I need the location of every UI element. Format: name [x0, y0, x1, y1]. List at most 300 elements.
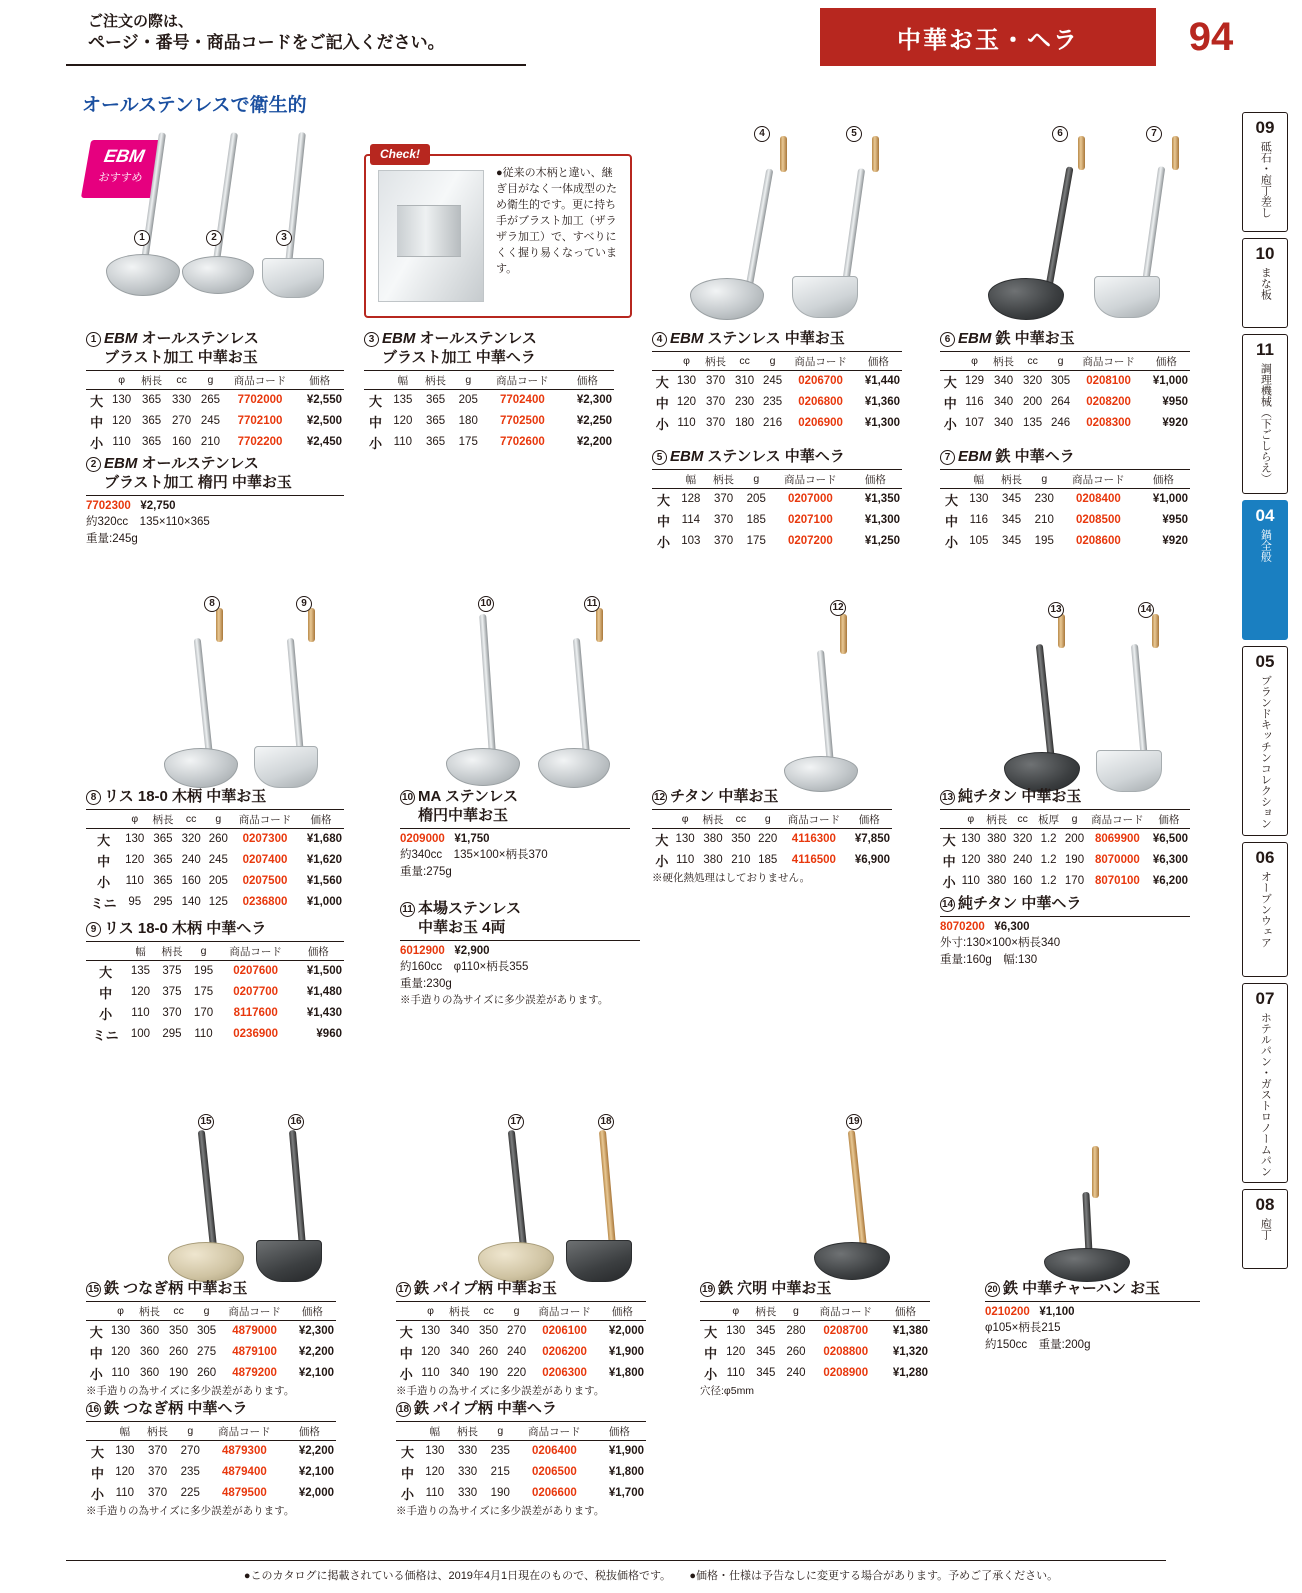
ladle-bowl-2: [182, 256, 254, 294]
product-title-18: [396, 1400, 646, 1422]
product-number-14: 14: [941, 899, 954, 910]
product-number-13: 13: [941, 792, 954, 803]
illustration-group-5: [470, 600, 640, 780]
product-title-2: [86, 455, 344, 496]
table-header-row: 幅 柄長 g 商品コード 価格: [86, 944, 344, 961]
product-code-14: 8070200: [940, 920, 985, 933]
table-row: 中 120 380 240 1.2 190 8070000 ¥6,300: [942, 853, 1188, 869]
callout-14: 14: [1138, 602, 1154, 618]
section-title: オールステンレスで衛生的: [82, 95, 307, 116]
product-block-10: [400, 788, 630, 881]
tab-09[interactable]: [1242, 112, 1288, 232]
title-18: 鉄 パイプ柄 中華ヘラ: [414, 1400, 557, 1417]
tab-label: まな板: [1259, 267, 1272, 300]
product-note-12: ※硬化熱処理はしておりません。: [652, 871, 811, 884]
ladle-handle-12: [840, 614, 847, 654]
tab-label: 調理機械（下ごしらえ）: [1259, 363, 1272, 484]
product-title-1: [86, 330, 344, 371]
title-line2-3: ブラスト加工 中華ヘラ: [382, 348, 536, 366]
table-row: 小 107 340 135 246 0208300 ¥920: [943, 416, 1188, 432]
callout-16: 16: [288, 1114, 304, 1130]
tab-number: 06: [1255, 848, 1275, 867]
illustration-group-4: [190, 600, 350, 780]
spec-table-9: [86, 944, 344, 1045]
table-row: ミニ 95 295 140 125 0236800 ¥1,000: [90, 895, 342, 911]
product-title-4: [652, 330, 902, 352]
table-row: 小 110 365 160 210 7702200 ¥2,450: [90, 435, 342, 451]
table-row: 小 110 340 190 220 0206300 ¥1,800: [399, 1366, 644, 1382]
ladle-bowl-6: [988, 278, 1064, 320]
index-tabs: [1242, 112, 1288, 1275]
product-number-16: 16: [87, 1404, 100, 1415]
tab-04[interactable]: [1242, 500, 1288, 640]
callout-6: 6: [1052, 126, 1068, 142]
product-block-16: [86, 1400, 336, 1518]
product-price-11: ¥2,900: [454, 944, 490, 957]
tab-08[interactable]: [1242, 1189, 1288, 1269]
illustration-group-11: [1040, 1130, 1200, 1280]
table-row: 小 110 345 240 0208900 ¥1,280: [704, 1366, 928, 1382]
ladle-bowl-8: [164, 748, 238, 788]
spec-table-19: [700, 1304, 930, 1384]
product-spec2-14: 重量:160g 幅:130: [940, 954, 1038, 967]
ladle-bowl-19: [814, 1242, 890, 1280]
product-number-19: 19: [701, 1284, 714, 1295]
illustration-group-3: [960, 128, 1180, 318]
brand-5: EBM: [670, 448, 704, 465]
product-block-3: [364, 330, 614, 453]
title-6: 鉄 中華お玉: [995, 330, 1075, 347]
callout-8: 8: [204, 596, 220, 612]
illustration-group-2: [670, 128, 870, 318]
spec-table-6: [940, 354, 1190, 434]
product-number-15: 15: [87, 1284, 100, 1295]
product-note-18: ※手造りの為サイズに多少誤差があります。: [396, 1504, 605, 1517]
tab-number: 11: [1256, 340, 1274, 359]
spec-table-5: [652, 472, 902, 552]
table-row: 大 130 370 310 245 0206700 ¥1,440: [655, 374, 900, 390]
spec-table-7: [940, 472, 1190, 552]
spatula-blade-18: [566, 1240, 632, 1282]
ladle-handle-13: [1058, 614, 1065, 648]
ladle-shaft-4: [746, 168, 774, 287]
product-detail-20: [985, 1304, 1200, 1354]
ladle-shaft-10: [479, 614, 496, 754]
ladle-bowl-10: [446, 748, 520, 786]
product-number-3: 3: [364, 332, 379, 347]
table-row: 大 130 370 270 4879300 ¥2,200: [91, 1444, 334, 1460]
table-row: 中 120 370 235 4879400 ¥2,100: [91, 1465, 334, 1481]
tab-11[interactable]: [1242, 334, 1288, 494]
ladle-shaft-17: [508, 1130, 528, 1250]
illustration-group-9: [500, 1116, 660, 1280]
spec-table-3: [364, 373, 614, 453]
table-header-row: φ 柄長 g 商品コード 価格: [700, 1304, 930, 1321]
tab-10[interactable]: [1242, 238, 1288, 328]
title-8: リス 18-0 木柄 中華お玉: [104, 788, 267, 805]
product-note-19: 穴径:φ5mm: [700, 1384, 755, 1397]
table-header-row: 幅 柄長 g 商品コード 価格: [364, 373, 614, 390]
callout-12: 12: [830, 600, 846, 616]
spatula-blade-16: [256, 1240, 322, 1282]
spatula-blade-9: [254, 746, 318, 788]
product-block-14: [940, 895, 1190, 969]
table-row: 小 103 370 175 0207200 ¥1,250: [657, 534, 900, 550]
product-number-12: 12: [653, 792, 666, 803]
product-code-11: 6012900: [400, 944, 445, 957]
product-note-16: ※手造りの為サイズに多少誤差があります。: [86, 1504, 295, 1517]
product-title-5: [652, 448, 902, 470]
spatula-blade-14: [1096, 750, 1162, 792]
tab-label: 鍋全般: [1259, 529, 1272, 562]
product-number-7: 7: [940, 450, 955, 465]
table-row: 大 130 380 350 220 4116300 ¥7,850: [655, 832, 890, 848]
product-title-20: [985, 1280, 1200, 1302]
brand-3: EBM: [382, 330, 416, 347]
product-spec2-2: 重量:245g: [86, 532, 138, 545]
callout-19: 19: [846, 1114, 862, 1130]
product-block-4: [652, 330, 902, 434]
title-19: 鉄 穴明 中華お玉: [718, 1280, 832, 1297]
product-title-17: [396, 1280, 646, 1302]
product-block-19: [700, 1280, 930, 1398]
product-number-5: 5: [652, 450, 667, 465]
spec-table-17: [396, 1304, 646, 1384]
product-price-2: ¥2,750: [140, 499, 176, 512]
product-title-9: [86, 920, 344, 942]
ladle-handle-11: [596, 608, 603, 642]
product-note-15: ※手造りの為サイズに多少誤差があります。: [86, 1384, 295, 1397]
title-7: 鉄 中華ヘラ: [995, 448, 1075, 465]
spatula-blade-5: [792, 276, 858, 318]
callout-7: 7: [1146, 126, 1162, 142]
table-row: 小 105 345 195 0208600 ¥920: [945, 534, 1188, 550]
product-price-10: ¥1,750: [454, 832, 490, 845]
product-detail-2: [86, 498, 344, 548]
footer-divider: [66, 1560, 1166, 1561]
footer: [0, 1567, 1302, 1583]
table-row: 大 135 375 195 0207600 ¥1,500: [99, 964, 342, 980]
callout-13: 13: [1048, 602, 1064, 618]
title-line2-1: ブラスト加工 中華お玉: [104, 348, 258, 366]
table-header-row: φ 柄長 cc g 商品コード 価格: [86, 373, 344, 390]
tab-label: 砥石・庖丁差し: [1259, 141, 1272, 218]
product-title-6: [940, 330, 1190, 352]
table-row: 中 120 340 260 240 0206200 ¥1,900: [399, 1345, 644, 1361]
product-block-5: [652, 448, 902, 552]
table-row: 大 130 345 280 0208700 ¥1,380: [704, 1324, 928, 1340]
spatula-shaft-7: [1142, 166, 1166, 286]
spec-table-8: [86, 812, 344, 913]
table-row: 大 130 380 320 1.2 200 8069900 ¥6,500: [942, 832, 1188, 848]
callout-18: 18: [598, 1114, 614, 1130]
check-tag: Check!: [370, 144, 430, 165]
brand-1: EBM: [104, 330, 138, 347]
ladle-shaft-20: [1082, 1192, 1092, 1256]
title-line2-10: 楕円中華お玉: [418, 806, 509, 824]
illustration-group-7: [1020, 600, 1200, 780]
table-row: 小 110 330 190 0206600 ¥1,700: [401, 1486, 644, 1502]
table-row: 大 130 340 350 270 0206100 ¥2,000: [399, 1324, 644, 1340]
footer-right: ●価格・仕様は予告なしに変更する場合があります。予めご了承ください。: [689, 1570, 1059, 1582]
product-number-6: 6: [940, 332, 955, 347]
table-row: ミニ 100 295 110 0236900 ¥960: [92, 1027, 342, 1043]
badge-line1: EBM: [102, 146, 147, 166]
title-13: 純チタン 中華お玉: [958, 788, 1082, 805]
table-header-row: φ 柄長 cc g 商品コード 価格: [86, 1304, 336, 1321]
tab-number: 10: [1255, 244, 1275, 263]
illustration-group-8: [190, 1116, 350, 1280]
product-spec1-20: φ105×柄長215: [985, 1322, 1061, 1335]
order-note-line1: ご注文の際は、: [88, 13, 194, 30]
title-9: リス 18-0 木柄 中華ヘラ: [104, 920, 267, 937]
table-row: 小 110 370 170 8117600 ¥1,430: [99, 1006, 342, 1022]
callout-4: 4: [754, 126, 770, 142]
ladle-handle-4: [780, 136, 787, 172]
spec-table-12: [652, 812, 892, 871]
product-number-9: 9: [86, 922, 101, 937]
product-block-1: [86, 330, 344, 453]
title-line1-1: オールステンレス: [141, 330, 259, 347]
table-row: 中 120 360 260 275 4879100 ¥2,200: [89, 1345, 334, 1361]
spatula-blade-3: [262, 258, 324, 298]
title-12: チタン 中華お玉: [670, 788, 779, 805]
ladle-bowl-11: [538, 748, 610, 788]
col-size: [86, 373, 107, 390]
product-block-6: [940, 330, 1190, 434]
callout-15: 15: [198, 1114, 214, 1130]
tab-label: 庖丁: [1259, 1218, 1272, 1240]
product-spec1-11: 約160cc φ110×柄長355: [400, 961, 529, 974]
table-row: 中 120 375 175 0207700 ¥1,480: [99, 985, 342, 1001]
ladle-shaft-13: [1036, 644, 1056, 764]
brand-7: EBM: [958, 448, 992, 465]
table-header-row: φ 柄長 cc g 商品コード 価格: [940, 354, 1190, 371]
order-note: [66, 8, 526, 66]
table-row: 大 130 365 330 265 7702000 ¥2,550: [90, 393, 342, 409]
title-line1-11: 本場ステンレス: [418, 900, 522, 917]
table-header-row: φ 柄長 cc g 商品コード 価格: [86, 812, 344, 829]
title-line1-3: オールステンレス: [419, 330, 537, 347]
ladle-handle-8: [216, 608, 223, 642]
illustration-group-10: [790, 1116, 950, 1280]
table-row: 小 110 360 190 260 4879200 ¥2,100: [89, 1366, 334, 1382]
product-detail-14: [940, 919, 1190, 969]
spatula-shaft-9: [287, 638, 304, 758]
tab-number: 09: [1255, 118, 1275, 137]
product-title-3: [364, 330, 614, 371]
product-spec2-20: 約150cc 重量:200g: [985, 1339, 1091, 1352]
product-spec2-10: 重量:275g: [400, 865, 452, 878]
product-block-2: [86, 455, 344, 548]
product-spec1-14: 外寸:130×100×柄長340: [940, 937, 1061, 950]
brand-6: EBM: [958, 330, 992, 347]
spatula-shaft-18: [599, 1130, 616, 1248]
ladle-bowl-13: [1004, 752, 1080, 792]
tab-05[interactable]: [1242, 646, 1288, 836]
table-row: 中 120 365 240 245 0207400 ¥1,620: [97, 853, 342, 869]
table-header-row: φ 柄長 cc g 商品コード 価格: [652, 812, 892, 829]
table-row: 小 110 380 210 185 4116500 ¥6,900: [655, 853, 890, 869]
handle-closeup-photo: [378, 170, 484, 302]
product-detail-10: [400, 831, 630, 881]
spatula-shaft-16: [289, 1130, 306, 1248]
ladle-shaft-11: [573, 638, 590, 758]
check-text: ●従来の木柄と違い、継ぎ目がなく一体成型のため衛生的です。更に持ち手がブラスト加工（ザラザラ加工）で、すべりにくく握り易くなっています。: [496, 167, 617, 275]
table-header-row: φ 柄長 cc g 商品コード 価格: [396, 1304, 646, 1321]
title-line2-2: ブラスト加工 楕円 中華お玉: [104, 473, 292, 491]
product-title-16: [86, 1400, 336, 1422]
product-title-7: [940, 448, 1190, 470]
table-row: 小 110 370 180 216 0206900 ¥1,300: [655, 416, 900, 432]
ladle-bowl-4: [690, 278, 764, 320]
ladle-shaft-15: [198, 1130, 218, 1250]
tab-07[interactable]: [1242, 983, 1288, 1183]
product-block-18: [396, 1400, 646, 1518]
spatula-blade-7: [1094, 276, 1160, 318]
product-price-14: ¥6,300: [994, 920, 1030, 933]
table-row: 中 120 365 270 245 7702100 ¥2,500: [90, 414, 342, 430]
table-row: 大 130 330 235 0206400 ¥1,900: [401, 1444, 644, 1460]
product-title-11: [400, 900, 640, 941]
footer-left: ●このカタログに掲載されている価格は、2019年4月1日現在のもので、税抜価格です。: [243, 1570, 672, 1582]
page-number: 94: [1188, 14, 1234, 59]
product-number-4: 4: [652, 332, 667, 347]
tab-number: 07: [1255, 989, 1275, 1008]
title-line2-11: 中華お玉 4両: [418, 918, 506, 936]
check-callout: [364, 144, 632, 318]
table-header-row: φ 柄長 cc g 商品コード 価格: [652, 354, 902, 371]
title-line1-10: MA ステンレス: [418, 788, 519, 805]
ladle-shaft-8: [194, 638, 214, 760]
product-title-10: [400, 788, 630, 829]
spec-table-16: [86, 1424, 336, 1504]
brand-2: EBM: [104, 455, 138, 472]
ladle-handle-6: [1078, 136, 1085, 170]
product-number-11: 11: [400, 902, 415, 917]
product-block-13: [940, 788, 1190, 892]
spatula-handle-9: [308, 608, 315, 642]
spec-table-4: [652, 354, 902, 434]
tab-label: ホテルパン・ガストロノームパン: [1259, 1012, 1272, 1177]
callout-3: 3: [276, 230, 292, 246]
product-code-10: 0209000: [400, 832, 445, 845]
product-title-14: [940, 895, 1190, 917]
table-row: 大 135 365 205 7702400 ¥2,300: [369, 393, 612, 409]
spatula-shaft-5: [842, 168, 865, 286]
table-row: 中 120 365 180 7702500 ¥2,250: [369, 414, 612, 430]
ladle-bowl-12: [784, 756, 858, 792]
ladle-bowl-17: [478, 1242, 554, 1282]
callout-1: 1: [134, 230, 150, 246]
ladle-handle-20: [1092, 1146, 1099, 1198]
product-code-20: 0210200: [985, 1305, 1030, 1318]
ladle-bowl-15: [168, 1242, 244, 1282]
callout-9: 9: [296, 596, 312, 612]
spatula-shaft-14: [1131, 644, 1148, 762]
table-header-row: 幅 柄長 g 商品コード 価格: [652, 472, 902, 489]
table-row: 大 130 365 320 260 0207300 ¥1,680: [97, 832, 342, 848]
ladle-bowl-1: [106, 254, 180, 296]
ladle-bowl-20: [1044, 1248, 1130, 1282]
spatula-handle-7: [1172, 136, 1179, 170]
table-row: 大 129 340 320 305 0208100 ¥1,000: [943, 374, 1188, 390]
callout-2: 2: [206, 230, 222, 246]
table-row: 大 130 345 230 0208400 ¥1,000: [945, 492, 1188, 508]
product-block-8: [86, 788, 344, 913]
table-row: 中 120 330 215 0206500 ¥1,800: [401, 1465, 644, 1481]
table-header-row: 幅 柄長 g 商品コード 価格: [940, 472, 1190, 489]
spec-table-18: [396, 1424, 646, 1504]
table-header-row: 幅 柄長 g 商品コード 価格: [86, 1424, 336, 1441]
callout-11: 11: [584, 596, 600, 612]
product-block-12: [652, 788, 892, 885]
title-15: 鉄 つなぎ柄 中華お玉: [104, 1280, 248, 1297]
badge-line2: おすすめ: [97, 172, 144, 184]
ladle-shaft-12: [817, 650, 834, 766]
spatula-handle-14: [1152, 614, 1159, 648]
category-title: 中華お玉・ヘラ: [820, 8, 1156, 66]
product-title-15: [86, 1280, 336, 1302]
product-title-12: [652, 788, 892, 810]
table-row: 小 110 380 160 1.2 170 8070100 ¥6,200: [942, 874, 1188, 890]
order-note-line2: ページ・番号・商品コードをご記入ください。: [88, 33, 445, 53]
product-number-8: 8: [86, 790, 101, 805]
product-block-9: [86, 920, 344, 1045]
spec-table-1: [86, 373, 344, 453]
product-code-2: 7702300: [86, 499, 131, 512]
table-row: 小 110 370 225 4879500 ¥2,000: [91, 1486, 334, 1502]
product-number-2: 2: [86, 457, 101, 472]
tab-number: 04: [1255, 506, 1275, 525]
table-row: 小 110 365 160 205 0207500 ¥1,560: [97, 874, 342, 890]
ladle-shaft-6: [1045, 166, 1073, 287]
product-title-13: [940, 788, 1190, 810]
spec-table-15: [86, 1304, 336, 1384]
product-spec2-11: 重量:230g: [400, 977, 452, 990]
title-16: 鉄 つなぎ柄 中華ヘラ: [104, 1400, 248, 1417]
product-number-1: 1: [86, 332, 101, 347]
title-20: 鉄 中華チャーハン お玉: [1003, 1280, 1161, 1297]
tab-06[interactable]: [1242, 842, 1288, 977]
product-block-11: [400, 900, 640, 1007]
product-price-20: ¥1,100: [1039, 1305, 1075, 1318]
product-number-17: 17: [397, 1284, 410, 1295]
product-block-7: [940, 448, 1190, 552]
table-row: 中 114 370 185 0207100 ¥1,300: [657, 513, 900, 529]
table-row: 大 128 370 205 0207000 ¥1,350: [657, 492, 900, 508]
table-row: 中 116 340 200 264 0208200 ¥950: [943, 395, 1188, 411]
brand-4: EBM: [670, 330, 704, 347]
title-line1-2: オールステンレス: [141, 455, 259, 472]
callout-10: 10: [478, 596, 494, 612]
table-row: 大 130 360 350 305 4879000 ¥2,300: [89, 1324, 334, 1340]
illustration-group-1: [86, 130, 356, 320]
product-spec1-2: 約320cc 135×110×365: [86, 516, 210, 529]
ladle-shaft-19: [848, 1130, 868, 1250]
product-number-18: 18: [397, 1404, 410, 1415]
illustration-group-6: [780, 600, 940, 780]
table-row: 中 120 345 260 0208800 ¥1,320: [704, 1345, 928, 1361]
callout-5: 5: [846, 126, 862, 142]
spatula-handle-5: [872, 136, 879, 172]
table-row: 小 110 365 175 7702600 ¥2,200: [369, 435, 612, 451]
blast-finish-band: [397, 205, 461, 257]
table-header-row: 幅 柄長 g 商品コード 価格: [396, 1424, 646, 1441]
product-detail-11: [400, 943, 640, 993]
title-4: ステンレス 中華お玉: [707, 330, 845, 347]
title-14: 純チタン 中華ヘラ: [958, 895, 1082, 912]
